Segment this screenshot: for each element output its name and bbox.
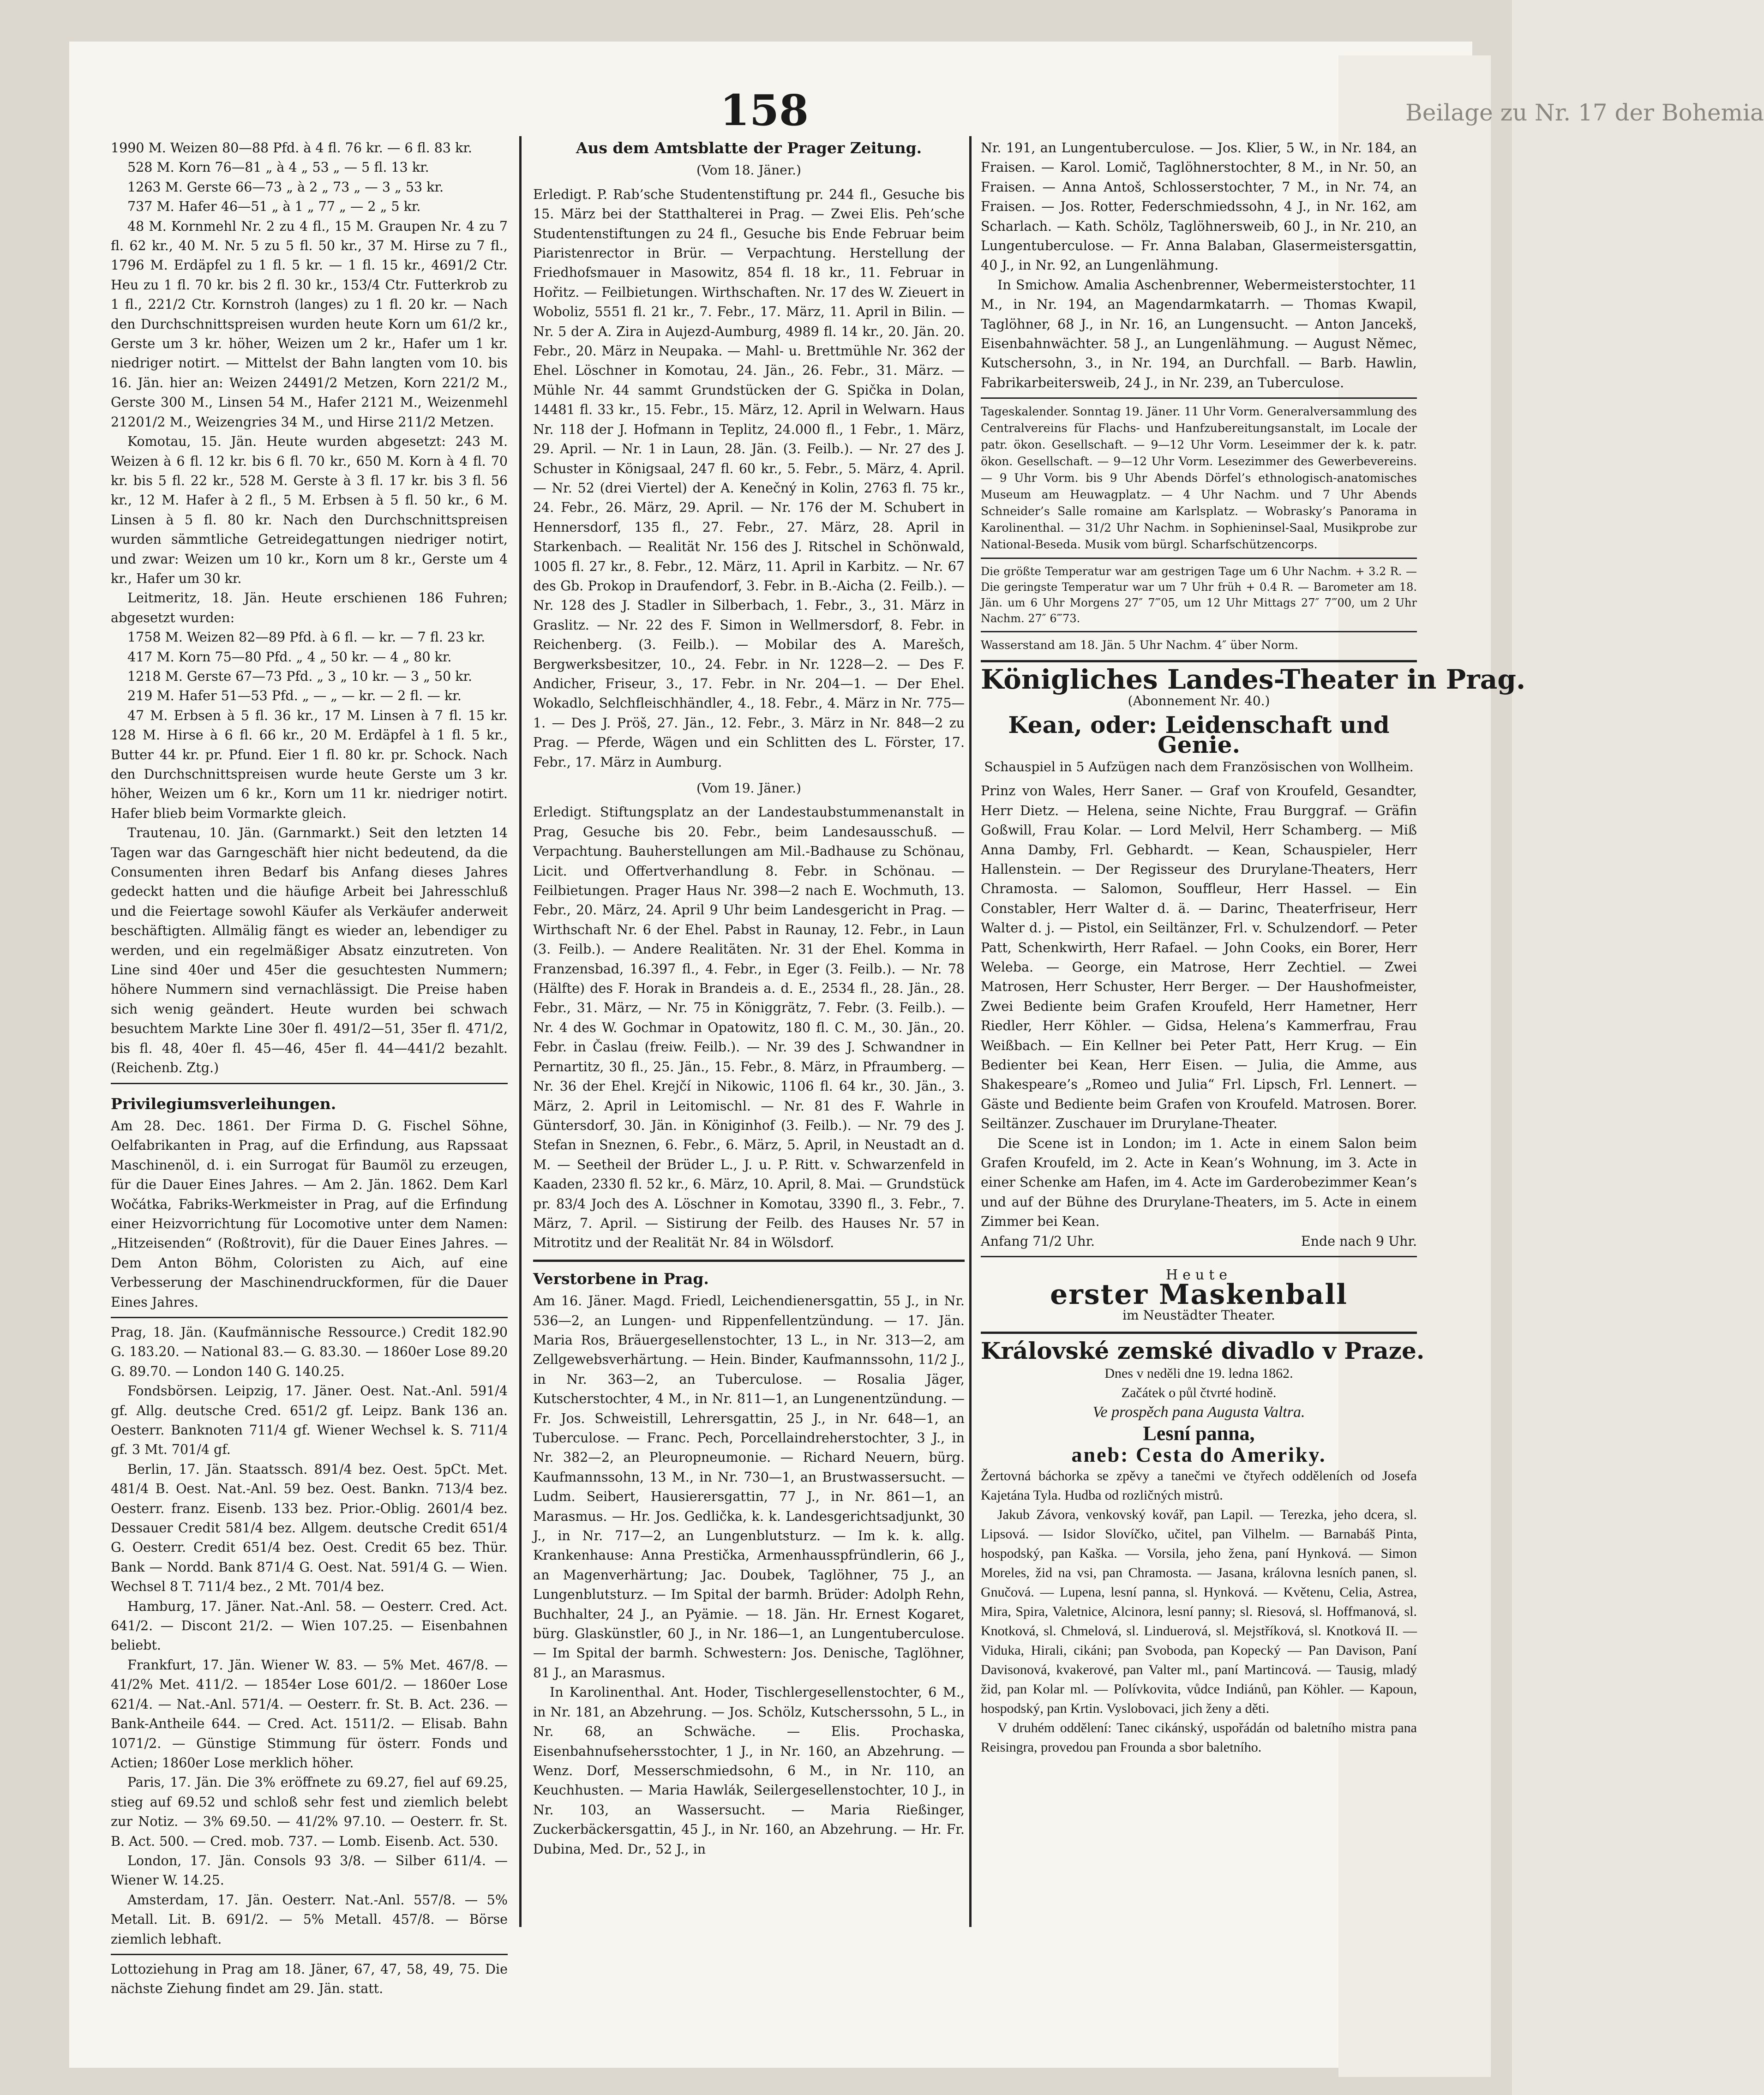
- market-report: 47 M. Erbsen à 5 fl. 36 kr., 17 M. Linsen à 7 fl. 15 kr. 128 M. Hirse à 6 fl. 66 kr., 20 M. Erdäpfel à 1 fl. 5 kr., Butter 44 kr. pr. Pfund. Eier 1 fl. 80 kr. pr. Schock. Nach den Durchschnittspreisen wurde heute Gerste um 3 kr. höher, Weizen um 6 kr., Korn um 11 kr. niedriger notirt. Hafer blieb beim Vormarkte gleich.: [111, 708, 508, 821]
- column-rule-1: [519, 136, 522, 1927]
- deaths-continuation: Nr. 191, an Lungentuberculose. — Jos. Klier, 5 W., in Nr. 184, an Fraisen. — Karol. Lomič, Taglöhnerstochter, 8 M., in Nr. 50, an Fraisen. — Anna Antoš, Schlosserstochter, 7 M., in Nr. 74, an Fraisen. — Jos. Rotter, Federschmiedssohn, 4 J., in Nr. 162, am Scharlach. — Kath. Schölz, Taglöhnersweib, 60 J., in Nr. 210, an Lungentuberculose. — Fr. Anna Balaban, Glasermeistersgattin, 40 J., in Nr. 92, an Lungenlähmung.: [981, 140, 1417, 273]
- czech-benefit: Ve prospěch pana Augusta Valtra.: [1092, 1403, 1305, 1421]
- exchange-report: London, 17. Jän. Consols 93 3/8. — Silber 611/4. — Wiener W. 14.25.: [111, 1853, 508, 1888]
- deaths-smichow: In Smichow. Amalia Aschenbrenner, Webermeisterstochter, 11 M., in Nr. 194, an Magendarmkatarrh. — Thomas Kwapil, Taglöhner, 68 J., in Nr. 16, an Lungensucht. — Anton Jancekš, Eisenbahnwächter. 58 J., an Lungenlähmung. — August Němec, Kutschersohn, 3., in Nr. 194, an Durchfall. — Barb. Hawlin, Fabrikarbeitersweib, 24 J., in Nr. 239, an Tuberculose.: [981, 277, 1417, 390]
- market-line: 528 M. Korn 76—81 „ à 4 „ 53 „ — 5 fl. 13 kr.: [127, 160, 429, 175]
- divider: [981, 631, 1417, 632]
- divider: [981, 660, 1417, 662]
- column-2: [533, 138, 965, 1859]
- divider: [111, 1317, 508, 1318]
- market-line: 219 M. Hafer 51—53 Pfd. „ — „ — kr. — 2 fl. — kr.: [127, 688, 462, 704]
- lottery-text: Lottoziehung in Prag am 18. Jäner, 67, 47, 58, 49, 75. Die nächste Ziehung findet am 29. Jän. statt.: [111, 1961, 508, 1997]
- official-gazette-heading: Aus dem Amtsblatte der Prager Zeitung.: [576, 139, 922, 157]
- page-number: 158: [720, 85, 809, 135]
- privileges-heading: Privilegiumsverleihungen.: [111, 1094, 336, 1113]
- divider: [981, 1256, 1417, 1257]
- market-report: Komotau, 15. Jän. Heute wurden abgesetzt: 243 M. Weizen à 6 fl. 12 kr. bis 6 fl. 70 kr., 650 M. Korn à 4 fl. 70 kr. bis 5 fl. 22 kr., 528 M. Gerste à 3 fl. 17 kr. bis 3 fl. 56 kr., 12 M. Hafer à 2 fl., 5 M. Erbsen à 5 fl. 50 kr., 6 M. Linsen à 5 fl. 80 kr. Nach den Durchschnittspreisen wurden sämmtliche Getreidegattungen niedriger notirt, und zwar: Weizen um 10 kr., Korn um 8 kr., Gerste um 4 kr., Hafer um 30 kr.: [111, 434, 508, 586]
- column-1: [111, 138, 508, 1999]
- market-report: 48 M. Kornmehl Nr. 2 zu 4 fl., 15 M. Graupen Nr. 4 zu 7 fl. 62 kr., 40 M. Nr. 5 zu 5 fl. 50 kr., 37 M. Hirse zu 7 fl., 1796 M. Erdäpfel zu 1 fl. 5 kr. — 1 fl. 15 kr., 4691/2 Ctr. Heu zu 1 fl. 70 kr. bis 2 fl. 30 kr., 153/4 Ctr. Futterkrob zu 1 fl., 221/2 Ctr. Kornstroh (langes) zu 1 fl. 20 kr. — Nach den Durchschnittspreisen wurden heute Korn um 61/2 kr., Gerste um 3 kr. höher, Weizen um 2 kr., Hafer um 1 kr. niedriger notirt. — Mittelst der Bahn langten vom 10. bis 16. Jän. hier an: Weizen 24491/2 Metzen, Korn 221/2 M., Gerste 300 M., Linsen 54 M., Hafer 2121 M., Weizenmehl 21201/2 M., Weizengries 34 M., und Hirse 211/2 Metzen.: [111, 218, 508, 430]
- play-start: Anfang 71/2 Uhr.: [981, 1233, 1095, 1249]
- water-level: Wasserstand am 18. Jän. 5 Uhr Nachm. 4″ über Norm.: [981, 638, 1298, 652]
- play-cast: Prinz von Wales, Herr Saner. — Graf von Kroufeld, Gesandter, Herr Dietz. — Helena, seine Nichte, Frau Burggraf. — Gräfin Goßwill, Frau Kolar. — Lord Melvil, Herr Schamberg. — Miß Anna Damby, Frl. Gebhardt. — Kean, Schauspieler, Herr Hallenstein. — Der Regisseur des Drurylane-Theaters, Herr Chramosta. — Salomon, Souffleur, Herr Hassel. — Ein Constabler, Herr Walter d. ä. — Darinc, Theaterfriseur, Herr Walter d. j. — Pistol, ein Seiltänzer, Frl. v. Schulzendorf. — Peter Patt, Schenkwirth, Herr Rafael. — John Cooks, ein Borer, Herr Weleba. — George, ein Matrose, Herr Zechtiel. — Zwei Matrosen, Herr Schuster, Herr Berger. — Der Haushofmeister, Zwei Bediente beim Grafen Kroufeld, Herr Hametner, Herr Riedler, Herr Köhler. — Gidsa, Helena’s Kammerfrau, Frau Weißbach. — Ein Kellner bei Peter Patt, Herr Krug. — Ein Bedienter bei Kean, Herr Eisen. — Julia, die Amme, aus Shakespeare’s „Romeo und Julia“ Frl. Lipsch, Frl. Lennert. — Gäste und Bediente beim Grafen von Kroufeld. Matrosen. Borer. Seiltänzer. Zuschauer im Drurylane-Theater.: [981, 783, 1417, 1132]
- divider: [111, 1083, 508, 1084]
- masked-ball-title: erster Maskenball: [1050, 1279, 1348, 1311]
- market-line: 737 M. Hafer 46—51 „ à 1 „ 77 „ — 2 „ 5 kr.: [127, 199, 421, 215]
- czech-play-subtitle: aneb: Cesta do Ameriky.: [1071, 1442, 1326, 1466]
- privileges-text: Am 28. Dec. 1861. Der Firma D. G. Fischel Söhne, Oelfabrikanten in Prag, auf die Erfindung, aus Rapssaat Maschinenöl, d. i. ein Surrogat für Baumöl zu erzeugen, für die Dauer Eines Jahres. — Am 2. Jän. 1862. Dem Karl Wočátka, Fabriks-Werkmeister in Prag, auf die Erfindung einer Heizvorrichtung für Locomotive unter dem Namen: „Hitzeisenden“ (Roßtrovit), für die Dauer Eines Jahres. — Dem Anton Böhm, Coloristen zu Aich, auf eine Verbesserung der Maschinendruckformen, für die Dauer Eines Jahres.: [111, 1118, 508, 1310]
- exchange-report: Prag, 18. Jän. (Kaufmännische Ressource.) Credit 182.90 G. 183.20. — National 83.— G. 83.30. — 1860er Lose 89.20 G. 89.70. — London 140 G. 140.25.: [111, 1324, 508, 1379]
- gazette-date-1: (Vom 18. Jäner.): [696, 162, 801, 178]
- masked-ball-location: im Neustädter Theater.: [1122, 1307, 1275, 1323]
- divider: [533, 1260, 965, 1262]
- gazette-notices-2: Erledigt. Stiftungsplatz an der Landestaubstummenanstalt in Prag, Gesuche bis 20. Febr., beim Landesausschuß. — Verpachtung. Bauherstellungen am Mil.-Badhause zu Schönau, Licit. und Offertverhandlung 8. Febr. in Schönau. — Feilbietungen. Prager Haus Nr. 398—2 nach E. Wochmuth, 13. Febr., 20. März, 24. April 9 Uhr beim Landesgericht in Prag. — Wirthschaft Nr. 6 der Ehel. Pabst in Raunay, 12. Febr., in Laun (3. Feilb.). — Andere Realitäten. Nr. 31 der Ehel. Komma in Franzensbad, 16.397 fl., 4. Febr., in Eger (3. Feilb.). — Nr. 78 (Hälfte) des F. Horak in Brandeis a. d. E., 2534 fl., 28. Jän., 28. Febr., 31. März, — Nr. 75 in Königgrätz, 7. Febr. (3. Feilb.). — Nr. 4 des W. Gochmar in Opatowitz, 180 fl. C. M., 30. Jän., 20. Febr. in Časlau (freiw. Feilb.). — Nr. 39 des J. Schwandner in Pernartitz, 30 fl., 25. Jän., 15. Febr., 8. März, in Pfraumberg. — Nr. 36 der Ehel. Krejčí in Nikowic, 1106 fl. 64 kr., 30. Jän., 3. März, 2. April in Leitomischl. — Nr. 81 des F. Wahrle in Güntersdorf, 30. Jän. in Königinhof (3. Feilb.). — Nr. 79 des J. Stefan in Sneznen, 6. Febr., 6. März, 5. April, in Neustadt an d. M. — Seetheil der Brüder L., J. u. P. Ritt. v. Schwarzenfeld in Kaaden, 2330 fl. 52 kr., 6. März, 10. April, 8. Mai. — Grundstück pr. 83/4 Joch des A. Löschner in Komotau, 3390 fl., 3. Febr., 7. März, 7. April. — Sistirung der Feilb. des Hauses Nr. 57 in Mitrotitz und der Realität Nr. 84 in Wölsdorf.: [533, 804, 965, 1251]
- divider: [981, 1332, 1417, 1334]
- gazette-date-2: (Vom 19. Jäner.): [696, 780, 801, 796]
- divider: [981, 397, 1417, 399]
- czech-ballet-note: V druhém oddělení: Tanec cikánský, uspořádán od baletního mistra pana Reisingra, provedou pan Frounda a sbor baletního.: [981, 1720, 1417, 1755]
- market-line: 1990 M. Weizen 80—88 Pfd. à 4 fl. 76 kr. — 6 fl. 83 kr.: [111, 140, 472, 156]
- divider: [111, 1954, 508, 1955]
- play-scene: Die Scene ist in London; im 1. Acte in einem Salon beim Grafen Kroufeld, im 2. Acte in Kean’s Wohnung, im 3. Acte in einer Schenke am Hafen, im 4. Acte im Garderobezimmer Kean’s und auf der Bühne des Drurylane-Theaters, im 5. Acte in einem Zimmer bei Kean.: [981, 1135, 1417, 1230]
- today-label: Heute: [1165, 1267, 1232, 1284]
- czech-start: Začátek o půl čtvrté hodině.: [1121, 1385, 1277, 1400]
- market-line: 1758 M. Weizen 82—89 Pfd. à 6 fl. — kr. — 7 fl. 23 kr.: [127, 630, 486, 645]
- market-report: Trautenau, 10. Jän. (Garnmarkt.) Seit den letzten 14 Tagen war das Garngeschäft hier nicht bedeutend, da die Consumenten ihren Bedarf bis Anfang dieses Jahres gedeckt hatten und die häufige Arbeit bei Jahresschluß und die Feiertage sowohl Käufer als Verkäufer anderweit beschäftigten. Allmälig fängt es wieder an, lebendiger zu werden, und ein regelmäßiger Absatz einzutreten. Von Line sind 40er und 45er die gesuchtesten Nummern; höhere Nummern sind vernachlässigt. Die Preise haben sich wenig geändert. Heute wurden bei schwach besuchtem Markte Line 30er fl. 491/2—51, 35er fl. 471/2, bis fl. 48, 40er fl. 45—46, 45er fl. 44—441/2 bezahlt. (Reichenb. Ztg.): [111, 825, 508, 1076]
- play-title: Kean, oder: Leidenschaft und Genie.: [1008, 711, 1390, 758]
- abonnement: (Abonnement Nr. 40.): [1128, 693, 1270, 708]
- deaths-text: Am 16. Jäner. Magd. Friedl, Leichendienersgattin, 55 J., in Nr. 536—2, an Lungen- und Rippenfellentzündung. — 17. Jän. Maria Ros, Bräuergesellenstochter, 13 L., in Nr. 313—2, am Zellgewebsverhärtung. — Hein. Binder, Kaufmannssohn, 11/2 J., in Nr. 363—2, an Tuberculose. — Rosalia Jäger, Kutscherstochter, 4 M., in Nr. 811—1, an Lungenentzündung. — Fr. Jos. Schweistill, Lehrersgattin, 25 J., in Nr. 648—1, an Tuberculose. — Franc. Pech, Porcellaindreherstochter, 3 J., in Nr. 382—2, an Pleuropneumonie. — Richard Neuern, bürg. Kaufmannssohn, 13 M., in Nr. 730—1, an Brustwassersucht. — Ludm. Seibert, Hausierersgattin, 77 J., in Nr. 861—1, an Marasmus. — Hr. Jos. Gedlička, k. k. Landesgerichtsadjunkt, 30 J., in Nr. 717—2, an Lungenblutsturz. — Im k. k. allg. Krankenhause: Anna Prestička, Armenhausspfründlerin, 66 J., an Magenverhärtung; Jac. Doubek, Taglöhner, 75 J., an Lungenblutsturz. — Im Spital der barmh. Brüder: Adolph Rehn, Buchhalter, 24 J., an Pyämie. — 18. Jän. Hr. Ernest Kogaret, bürg. Glaskünstler, 60 J., in Nr. 186—1, an Lungentuberculose. — Im Spital der barmh. Schwestern: Jos. Denische, Taglöhner, 81 J., an Marasmus.: [533, 1293, 965, 1681]
- play-subtitle: Schauspiel in 5 Aufzügen nach dem Französischen von Wollheim.: [984, 759, 1414, 774]
- play-times: [981, 1232, 1417, 1251]
- gazette-notices-1: Erledigt. P. Rab’sche Studentenstiftung pr. 244 fl., Gesuche bis 15. März bei der Statthalterei in Prag. — Zwei Elis. Peh’sche Studentenstiftungen zu 24 fl., Gesuche bis Ende Februar beim Piaristenrector in Brür. — Verpachtung. Herstellung der Friedhofsmauer in Masowitz, 854 fl. 18 kr., 11. Februar in Hořitz. — Feilbietungen. Wirthschaften. Nr. 17 des W. Zieuert in Woboliz, 5551 fl. 21 kr., 7. Febr., 17. März, 11. April in Bilin. — Nr. 5 der A. Zira in Aujezd-Aumburg, 4989 fl. 14 kr., 20. Jän. 20. Febr., 20. März in Neupaka. — Mahl- u. Brettmühle Nr. 362 der Ehel. Löschner in Komotau, 24. Jän., 26. Febr., 31. März. — Mühle Nr. 44 sammt Grundstücken der G. Spička in Dolan, 14481 fl. 33 kr., 15. Febr., 15. März, 12. April in Welwarn. Haus Nr. 118 der J. Hofmann in Teplitz, 24.000 fl., 1 Febr., 1. März, 29. April. — Nr. 1 in Laun, 28. Jän. (3. Feilb.). — Nr. 27 des J. Schuster in Königsaal, 247 fl. 60 kr., 5. Febr., 5. März, 4. April. — Nr. 52 (drei Viertel) der A. Kenečný in Kolin, 2763 fl. 75 kr., 24. Febr., 26. März, 29. April. — Nr. 176 der M. Schubert in Hennersdorf, 135 fl., 27. Febr., 27. März, 28. April in Starkenbach. — Realität Nr. 156 des J. Ritschel in Schönwald, 1005 fl. 27 kr., 8. Febr., 12. März, 11. April in Karbitz. — Nr. 67 des Gb. Prokop in Draufendorf, 3. Febr. in B.-Aicha (2. Feilb.). — Nr. 128 des J. Stadler in Silberbach, 1. Febr., 3., 31. März in Graslitz. — Nr. 22 des F. Simon in Wellmersdorf, 8. Febr. in Reichenberg. (3. Feilb.). — Mobilar des A. Marešch, Bergwerksbesitzer, 10., 24. Febr. in Nr. 1228—2. — Des F. Andicher, Friseur, 3., 17. Febr. in Nr. 204—1. — Der Ehel. Wokadlo, Selchfleischhändler, 4., 18. Febr., 4. März in Nr. 775—1. — Des J. Pröš, 27. Jän., 12. Febr., 3. März in Nr. 848—2 zu Prag. — Pferde, Wägen und ein Schlitten des L. Förster, 17. Febr., 17. März in Aumburg.: [533, 186, 965, 770]
- column-3: [981, 138, 1526, 1757]
- play-end: Ende nach 9 Uhr.: [1301, 1233, 1417, 1249]
- exchange-report: Hamburg, 17. Jäner. Nat.-Anl. 58. — Oesterr. Cred. Act. 641/2. — Discont 21/2. — Wien 107.25. — Eisenbahnen beliebt.: [111, 1598, 508, 1653]
- theatre-heading: Königliches Landes-Theater in Prag.: [981, 664, 1526, 696]
- market-line: 417 M. Korn 75—80 Pfd. „ 4 „ 50 kr. — 4 „ 80 kr.: [127, 649, 452, 665]
- czech-play-description: Žertovná báchorka se zpěvy a tanečmi ve čtyřech odděleních od Josefa Kajetána Tyla. Hudba od rozličných mistrů.: [981, 1468, 1417, 1503]
- czech-play-cast: Jakub Závora, venkovský kovář, pan Lapil. — Terezka, jeho dcera, sl. Lipsová. — Isidor Slovíčko, učitel, pan Vilhelm. — Barnabáš Pinta, hospodský, pan Kaška. — Vorsila, jeho žena, paní Hynková. — Simon Moreles, žid na vsi, pan Chramosta. — Jasana, královna lesních panen, sl. Gnučová. — Lupena, lesní panna, sl. Hynková. — Květenu, Celia, Astrea, Mira, Spira, Valetnice, Alcinora, lesní panny; sl. Riesová, sl. Hoffmanová, sl. Knotková, sl. Chmelová, sl. Linduerová, sl. Mejstříková, sl. Knotková II. — Viduka, Hirali, cikáni; pan Svoboda, pan Kopecký — Pan Davison, Paní Davisonová, kvakerové, pan Valter ml., paní Martincová. — Tausig, mladý žid, pan Kolar ml. — Polívkovita, vůdce Indiánů, pan Köhler. — Kapoun, hospodský, pan Krtin. Vyslobovaci, jich ženy a děti.: [981, 1507, 1417, 1716]
- exchange-report: Berlin, 17. Jän. Staatssch. 891/4 bez. Oest. 5pCt. Met. 481/4 B. Oest. Nat.-Anl. 59 bez. Oest. Bankn. 713/4 bez. Oesterr. franz. Eisenb. 133 bez. Prior.-Oblig. 2601/4 bez. Dessauer Credit 581/4 bez. Allgem. deutsche Credit 651/4 G. Oesterr. Credit 651/4 bez. Oest. Credit 65 bez. Thür. Bank — Nordd. Bank 871/4 G. Oest. Nat. 591/4 G. — Wien. Wechsel 8 T. 711/4 bez., 2 Mt. 701/4 bez.: [111, 1461, 508, 1595]
- exchange-report: Frankfurt, 17. Jän. Wiener W. 83. — 5% Met. 467/8. — 41/2% Met. 411/2. — 1854er Lose 601/2. — 1860er Lose 621/4. — Nat.-Anl. 571/4. — Oesterr. fr. St. B. Act. 236. — Bank-Antheile 644. — Cred. Act. 1511/2. — Elisab. Bahn 1071/2. — Günstige Stimmung für österr. Fonds und Actien; 1860er Lose merklich höher.: [111, 1657, 508, 1771]
- market-line: 1263 M. Gerste 66—73 „ à 2 „ 73 „ — 3 „ 53 kr.: [127, 179, 444, 195]
- market-line: 1218 M. Gerste 67—73 Pfd. „ 3 „ 10 kr. — 3 „ 50 kr.: [127, 668, 473, 684]
- market-report: Leitmeritz, 18. Jän. Heute erschienen 186 Fuhren; abgesetzt wurden:: [111, 590, 508, 625]
- day-calendar: Tageskalender. Sonntag 19. Jäner. 11 Uhr Vorm. Generalversammlung des Centralvereins für Flachs- und Hanfzubereitungsanstalt, im Locale der patr. ökon. Gesellschaft. — 9—12 Uhr Vorm. Leseimmer der k. k. patr. ökon. Gesellschaft. — 9—12 Uhr Vorm. Lesezimmer des Gewerbevereins. — 9 Uhr Vorm. bis 9 Uhr Abends Dörfel’s ethnologisch-anatomisches Museum am Heuwagplatz. — 4 Uhr Nachm. und 7 Uhr Abends Schneider’s Salle romaine am Karlsplatz. — Wobrasky’s Panorama in Karolinenthal. — 31/2 Uhr Nachm. in Sophieninsel-Saal, Musikprobe zur National-Beseda. Musik vom bürgl. Scharfschützencorps.: [981, 405, 1417, 552]
- column-rule-2: [969, 136, 972, 1927]
- czech-theatre-heading: Královské zemské divadlo v Praze.: [981, 1337, 1425, 1365]
- exchange-report: Amsterdam, 17. Jän. Oesterr. Nat.-Anl. 557/8. — 5% Metall. Lit. B. 691/2. — 5% Metall. 457/8. — Börse ziemlich lebhaft.: [111, 1892, 508, 1947]
- deaths-text-karolinenthal: In Karolinenthal. Ant. Hoder, Tischlergesellenstochter, 6 M., in Nr. 181, an Abzehrung. — Jos. Schölz, Kutscherssohn, 5 L., in Nr. 68, an Schwäche. — Elis. Prochaska, Eisenbahnufsehersstochter, 1 J., in Nr. 160, an Abzehrung. — Wenz. Dorf, Messerschmiedsohn, 6 M., in Nr. 110, an Keuchhusten. — Maria Hawlák, Seilergesellenstochter, 10 J., in Nr. 103, an Wassersucht. — Maria Rießinger, Zuckerbäckersgattin, 45 J., in Nr. 160, an Abzehrung. — Hr. Fr. Dubina, Med. Dr., 52 J., in: [533, 1685, 965, 1857]
- temperature-report: Die größte Temperatur war am gestrigen Tage um 6 Uhr Nachm. + 3.2 R. — Die geringste Temperatur war um 7 Uhr früh + 0.4 R. — Barometer am 18. Jän. um 6 Uhr Morgens 27″ 7‴05, um 12 Uhr Mittags 27″ 7‴00, um 2 Uhr Nachm. 27″ 6‴73.: [981, 565, 1417, 625]
- deaths-heading: Verstorbene in Prag.: [533, 1269, 709, 1288]
- exchange-report: Fondsbörsen. Leipzig, 17. Jäner. Oest. Nat.-Anl. 591/4 gf. Allg. deutsche Cred. 651/2 gf. Leipz. Bank 136 an. Oesterr. Banknoten 711/4 gf. Wiener Wechsel k. S. 711/4 gf. 3 Mt. 701/4 gf.: [111, 1383, 508, 1458]
- bleed-through-text: Beilage zu Nr. 17 der Bohemia: [1405, 99, 1764, 126]
- czech-date: Dnes v neděli dne 19. ledna 1862.: [1104, 1365, 1293, 1381]
- divider: [981, 558, 1417, 559]
- czech-play-title: Lesní panna,: [1143, 1422, 1255, 1445]
- exchange-report: Paris, 17. Jän. Die 3% eröffnete zu 69.27, fiel auf 69.25, stieg auf 69.52 und schloß sehr fest und ziemlich belebt zur Notiz. — 3% 69.50. — 41/2% 97.10. — Oesterr. fr. St. B. Act. 500. — Cred. mob. 737. — Lomb. Eisenb. Act. 530.: [111, 1775, 508, 1849]
